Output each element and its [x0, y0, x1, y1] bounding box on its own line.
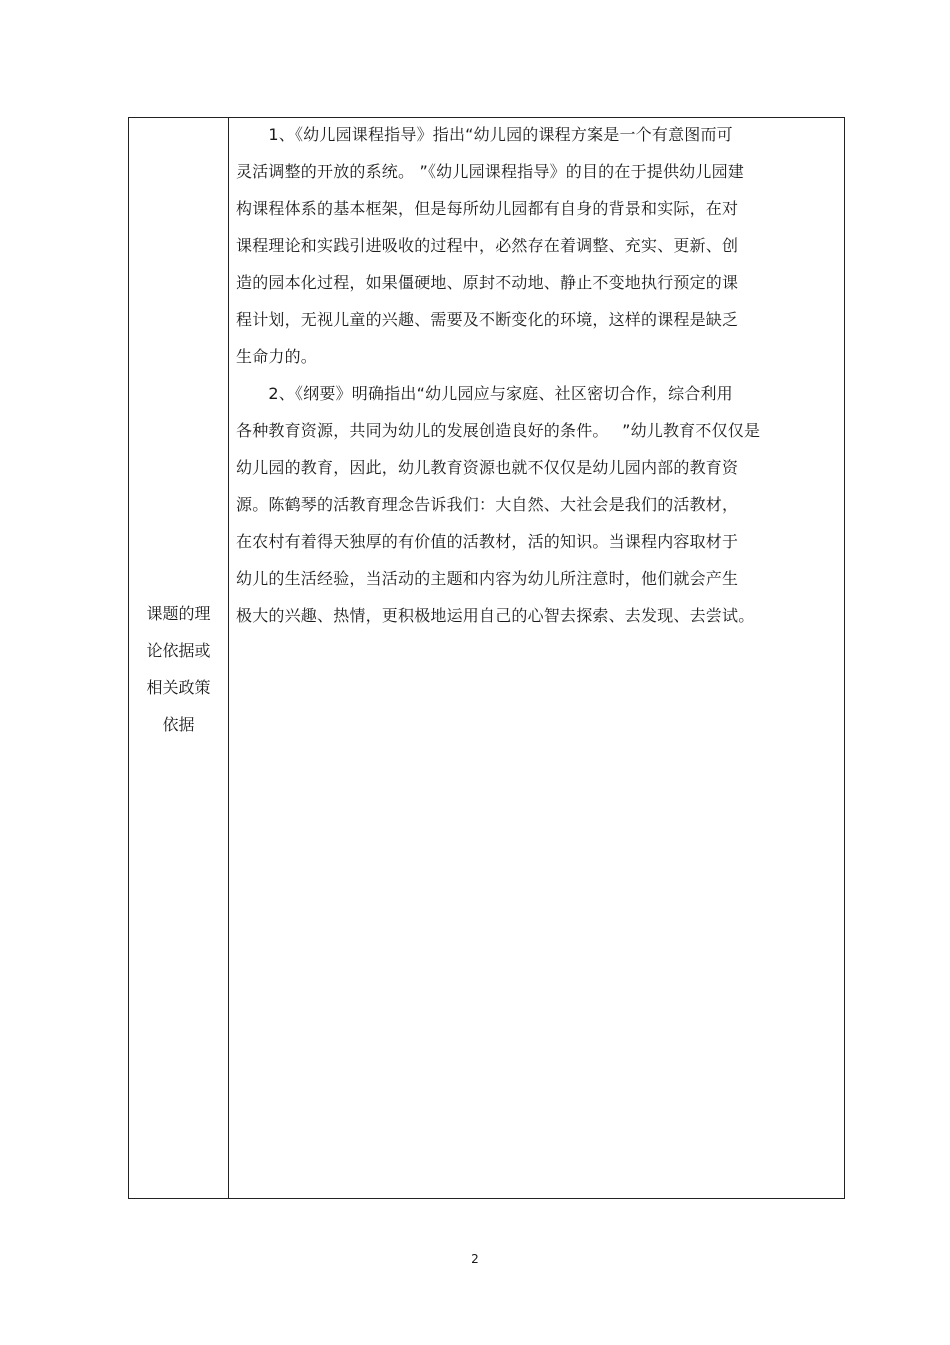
paragraph-line: 各种教育资源，共同为幼儿的发展创造良好的条件。 ”幼儿教育不仅仅是 — [236, 421, 761, 440]
paragraph-line: 生命力的。 — [236, 347, 318, 366]
paragraph-line: 课程理论和实践引进吸收的过程中，必然存在着调整、充实、更新、创 — [236, 236, 739, 255]
form-table — [128, 117, 845, 1199]
paragraph-line: 造的园本化过程，如果僵硬地、原封不动地、静止不变地执行预定的课 — [236, 273, 739, 292]
page-number: 2 — [471, 1252, 479, 1266]
paragraph-line: 在农村有着得天独厚的有价值的活教材，活的知识。当课程内容取材于 — [236, 532, 739, 551]
paragraph-line: 源。陈鹤琴的活教育理念告诉我们：大自然、大社会是我们的活教材， — [236, 495, 739, 514]
paragraph-line: 灵活调整的开放的系统。 ”《幼儿园课程指导》的目的在于提供幼儿园建 — [236, 162, 744, 181]
paragraph-line: 幼儿园的教育，因此，幼儿教育资源也就不仅仅是幼儿园内部的教育资 — [236, 458, 739, 477]
paragraph-line: 程计划，无视儿童的兴趣、需要及不断变化的环境，这样的课程是缺乏 — [236, 310, 739, 329]
paragraph-line: 1、《幼儿园课程指导》指出“幼儿园的课程方案是一个有意图而可 — [236, 125, 733, 144]
paragraph-line: 构课程体系的基本框架，但是每所幼儿园都有自身的背景和实际，在对 — [236, 199, 739, 218]
paragraph-line: 2、《纲要》明确指出“幼儿园应与家庭、社区密切合作，综合利用 — [236, 384, 733, 403]
label-cell — [129, 118, 229, 1198]
paragraph-line: 幼儿的生活经验，当活动的主题和内容为幼儿所注意时，他们就会产生 — [236, 569, 739, 588]
content-cell — [229, 118, 844, 1198]
paragraph-line: 极大的兴趣、热情，更积极地运用自己的心智去探索、去发现、去尝试。 — [236, 606, 755, 625]
row-label: 课题的理论依据或相关政策依据 — [146, 604, 211, 734]
